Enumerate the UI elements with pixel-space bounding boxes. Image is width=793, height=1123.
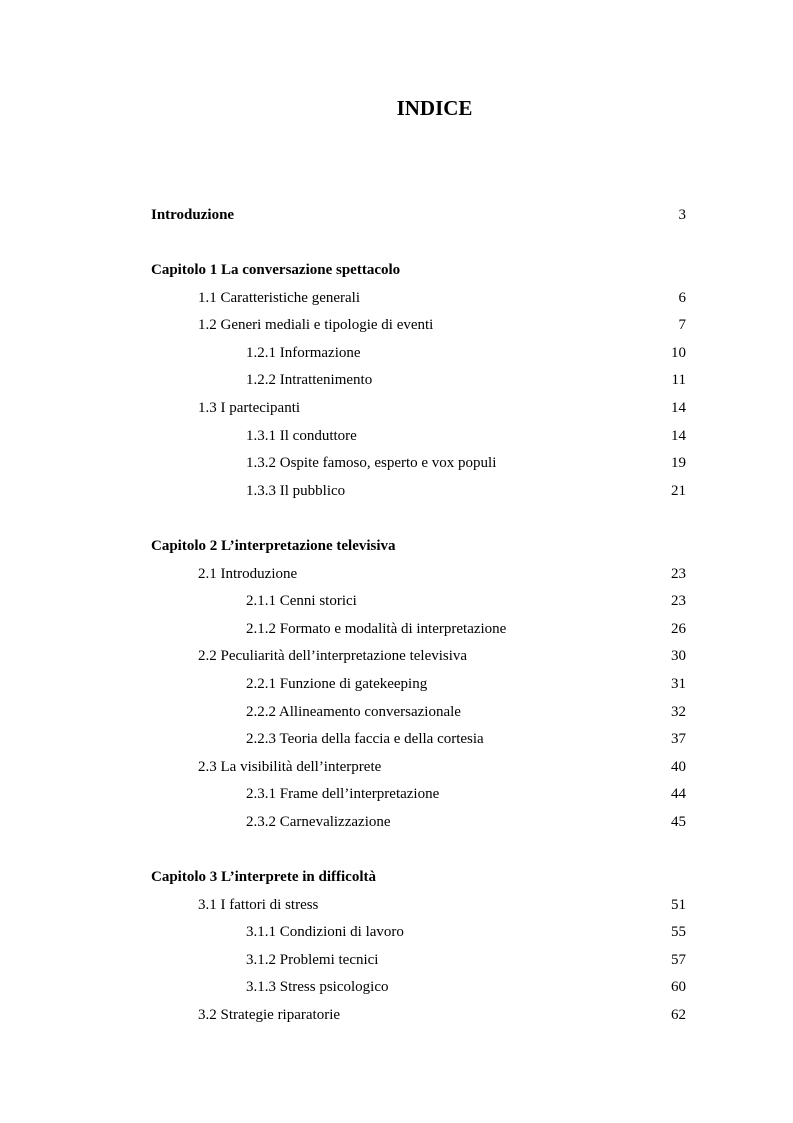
toc-entry-label: 1.3 I partecipanti: [198, 400, 301, 416]
toc-entry-label: 2.1 Introduzione: [198, 566, 298, 582]
toc-entry-page-number: 23: [671, 566, 686, 582]
toc-entry-label: 2.2.3 Teoria della faccia e della cortesia: [246, 731, 484, 747]
toc-section-entry: [0, 314, 793, 336]
toc-entry-label: 1.3.2 Ospite famoso, esperto e vox populi: [246, 455, 497, 471]
toc-section-entry: [0, 949, 793, 971]
toc-section-entry: [0, 563, 793, 585]
toc-entry-label: 3.1 I fattori di stress: [198, 897, 319, 913]
toc-entry-label: 3.1.3 Stress psicologico: [246, 979, 389, 995]
toc-section-entry: [0, 452, 793, 474]
toc-entry-page-number: 32: [671, 704, 686, 720]
toc-entry-page-number: 60: [671, 979, 686, 995]
toc-section-entry: [0, 342, 793, 364]
toc-entry-page-number: 44: [671, 786, 686, 802]
toc-entry-label: 2.3.2 Carnevalizzazione: [246, 814, 391, 830]
toc-entry-label: 1.3.3 Il pubblico: [246, 483, 346, 499]
toc-entry-page-number: 62: [671, 1007, 686, 1023]
toc-entry-label: Capitolo 3 L’interprete in difficoltà: [151, 869, 376, 885]
toc-entry-label: 1.1 Caratteristiche generali: [198, 290, 361, 306]
toc-section-entry: [0, 894, 793, 916]
toc-section-entry: [0, 728, 793, 750]
toc-entry-label: 1.2 Generi mediali e tipologie di eventi: [198, 317, 434, 333]
toc-section-entry: [0, 783, 793, 805]
toc-entry-label: 3.1.2 Problemi tecnici: [246, 952, 379, 968]
toc-entry-page-number: 3: [678, 207, 686, 223]
toc-section-entry: [0, 287, 793, 309]
toc-entry-page-number: 26: [671, 621, 686, 637]
toc-entry-page-number: 40: [671, 759, 686, 775]
toc-entry-label: 2.3.1 Frame dell’interpretazione: [246, 786, 440, 802]
toc-chapter-entry: [0, 866, 793, 888]
toc-entry-page-number: 11: [671, 372, 686, 388]
toc-entry-page-number: 19: [671, 455, 686, 471]
toc-entry-page-number: 23: [671, 593, 686, 609]
toc-section-entry: [0, 701, 793, 723]
toc-entry-page-number: 57: [671, 952, 686, 968]
toc-section-entry: [0, 756, 793, 778]
toc-entry-label: Introduzione: [151, 207, 235, 223]
toc-entry-label: 2.1.2 Formato e modalità di interpretazione: [246, 621, 507, 637]
toc-entry-page-number: 14: [671, 400, 686, 416]
toc-entry-label: 2.1.1 Cenni storici: [246, 593, 357, 609]
toc-section-entry: [0, 425, 793, 447]
toc-section-entry: [0, 618, 793, 640]
toc-section-entry: [0, 1004, 793, 1026]
toc-chapter-entry: [0, 259, 793, 281]
toc-entry-label: 1.2.1 Informazione: [246, 345, 361, 361]
toc-section-entry: [0, 645, 793, 667]
toc-chapter-entry: [0, 204, 793, 226]
toc-entry-page-number: 14: [671, 428, 686, 444]
toc-section-entry: [0, 590, 793, 612]
toc-section-entry: [0, 976, 793, 998]
toc-entry-page-number: 30: [671, 648, 686, 664]
toc-entry-page-number: 55: [671, 924, 686, 940]
toc-entry-page-number: 37: [671, 731, 686, 747]
toc-entry-page-number: 45: [671, 814, 686, 830]
toc-entry-page-number: 21: [671, 483, 686, 499]
toc-entry-page-number: 31: [671, 676, 686, 692]
toc-entry-label: 1.2.2 Intrattenimento: [246, 372, 373, 388]
toc-entry-label: 2.2.1 Funzione di gatekeeping: [246, 676, 428, 692]
page-title: INDICE: [396, 96, 473, 120]
toc-section-entry: [0, 397, 793, 419]
toc-entry-label: 1.3.1 Il conduttore: [246, 428, 357, 444]
toc-entry-page-number: 6: [678, 290, 686, 306]
toc-entry-label: 2.2.2 Allineamento conversazionale: [246, 704, 461, 720]
toc-entry-label: 3.2 Strategie riparatorie: [198, 1007, 341, 1023]
toc-entry-page-number: 10: [671, 345, 686, 361]
toc-entry-label: 3.1.1 Condizioni di lavoro: [246, 924, 404, 940]
toc-entry-label: Capitolo 1 La conversazione spettacolo: [151, 262, 401, 278]
toc-entry-label: 2.2 Peculiarità dell’interpretazione televisiva: [198, 648, 468, 664]
toc-section-entry: [0, 921, 793, 943]
toc-entry-page-number: 51: [671, 897, 686, 913]
toc-entry-label: Capitolo 2 L’interpretazione televisiva: [151, 538, 396, 554]
toc-section-entry: [0, 811, 793, 833]
toc-entry-label: 2.3 La visibilità dell’interprete: [198, 759, 382, 775]
toc-section-entry: [0, 480, 793, 502]
toc-section-entry: [0, 369, 793, 391]
toc-entry-page-number: 7: [678, 317, 686, 333]
toc-section-entry: [0, 673, 793, 695]
toc-chapter-entry: [0, 535, 793, 557]
